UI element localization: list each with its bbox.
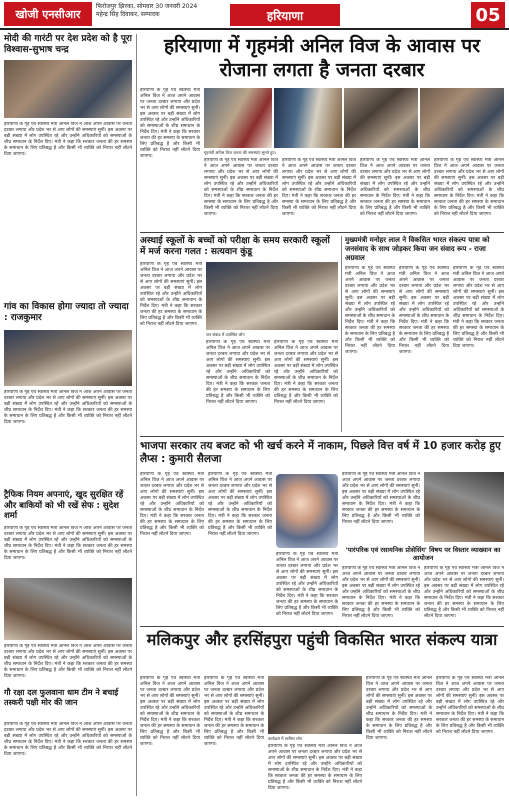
- school-article-col-2: हरियाणा के गृह एवं स्वास्थ्य मंत्री अनिल विज ने आज अपने आवास पर जनता दरबार लगाया और प्रदेश भर से आए लोगों की समस्याएं सुनीं। इस अवसर पर बड़ी संख्या में लोग उपस्थित रहे और उन्होंने अधिकारियों को समस्याओं के शीघ्र समाधान के निर्देश दिए। मंत्री ने कहा कि सरकार जनता की हर समस्या के समाधान के लिए प्रतिबद्ध है और किसी भी व्यक्ति को निराश नहीं लौटने दिया जाएगा।: [206, 340, 270, 405]
- bjp-headline: भाजपा सरकार तय बजट को भी खर्च करने में नाकाम, पिछले वित्त वर्ष में 10 हजार करोड़ हुए लैप्स : कुमारी सैलजा: [140, 440, 501, 465]
- column-divider: [136, 34, 137, 796]
- photo-janata-darbar-4: [420, 88, 504, 148]
- left-article-2: हरियाणा के गृह एवं स्वास्थ्य मंत्री अनिल विज ने आज अपने आवास पर जनता दरबार लगाया और प्रदेश भर से आए लोगों की समस्याएं सुनीं। इस अवसर पर बड़ी संख्या में लोग उपस्थित रहे और उन्होंने अधिकारियों को समस्याओं के शीघ्र समाधान के निर्देश दिए। मंत्री ने कहा कि सरकार जनता की हर समस्या के समाधान के लिए प्रतिबद्ध है और किसी भी व्यक्ति को निराश नहीं लौटने दिया जाएगा।: [4, 390, 132, 425]
- left-headline-2: गांव का विकास होगा ज्यादा तो ज्यादा : राजकुमार: [4, 302, 129, 323]
- left-headline-4: गौ रक्षा दल फुलवाना धाम टीम ने बचाई तस्करी पक्षी मोर की जान: [4, 688, 119, 707]
- vij-article-col-2: हरियाणा के गृह एवं स्वास्थ्य मंत्री अनिल विज ने आज अपने आवास पर जनता दरबार लगाया और प्रदेश भर से आए लोगों की समस्याएं सुनीं। इस अवसर पर बड़ी संख्या में लोग उपस्थित रहे और उन्होंने अधिकारियों को समस्याओं के शीघ्र समाधान के निर्देश दिए। मंत्री ने कहा कि सरकार जनता की हर समस्या के समाधान के लिए प्रतिबद्ध है और किसी भी व्यक्ति को निराश नहीं लौटने दिया जाएगा।: [204, 158, 278, 217]
- photo-janata-darbar-2: [274, 88, 342, 148]
- bjp-article-col-4: हरियाणा के गृह एवं स्वास्थ्य मंत्री अनिल विज ने आज अपने आवास पर जनता दरबार लगाया और प्रदेश भर से आए लोगों की समस्याएं सुनीं। इस अवसर पर बड़ी संख्या में लोग उपस्थित रहे और उन्होंने अधिकारियों को समस्याओं के शीघ्र समाधान के निर्देश दिए। मंत्री ने कहा कि सरकार जनता की हर समस्या के समाधान के लिए प्रतिबद्ध है और किसी भी व्यक्ति को निराश नहीं लौटने दिया जाएगा।: [342, 472, 420, 525]
- bottom-article-col-1: हरियाणा के गृह एवं स्वास्थ्य मंत्री अनिल विज ने आज अपने आवास पर जनता दरबार लगाया और प्रदेश भर से आए लोगों की समस्याएं सुनीं। इस अवसर पर बड़ी संख्या में लोग उपस्थित रहे और उन्होंने अधिकारियों को समस्याओं के शीघ्र समाधान के निर्देश दिए। मंत्री ने कहा कि सरकार जनता की हर समस्या के समाधान के लिए प्रतिबद्ध है और किसी भी व्यक्ति को निराश नहीं लौटने दिया जाएगा।: [140, 676, 200, 747]
- left-article-3: हरियाणा के गृह एवं स्वास्थ्य मंत्री अनिल विज ने आज अपने आवास पर जनता दरबार लगाया और प्रदेश भर से आए लोगों की समस्याएं सुनीं। इस अवसर पर बड़ी संख्या में लोग उपस्थित रहे और उन्होंने अधिकारियों को समस्याओं के शीघ्र समाधान के निर्देश दिए। मंत्री ने कहा कि सरकार जनता की हर समस्या के समाधान के लिए प्रतिबद्ध है और किसी भी व्यक्ति को निराश नहीं लौटने दिया जाएगा।: [4, 526, 132, 561]
- bjp-article-col-1: हरियाणा के गृह एवं स्वास्थ्य मंत्री अनिल विज ने आज अपने आवास पर जनता दरबार लगाया और प्रदेश भर से आए लोगों की समस्याएं सुनीं। इस अवसर पर बड़ी संख्या में लोग उपस्थित रहे और उन्होंने अधिकारियों को समस्याओं के शीघ्र समाधान के निर्देश दिए। मंत्री ने कहा कि सरकार जनता की हर समस्या के समाधान के लिए प्रतिबद्ध है और किसी भी व्यक्ति को निराश नहीं लौटने दिया जाएगा।: [140, 472, 204, 537]
- photo-sankalp-yatra: [268, 676, 362, 734]
- bottom-article-col-3: हरियाणा के गृह एवं स्वास्थ्य मंत्री अनिल विज ने आज अपने आवास पर जनता दरबार लगाया और प्रदेश भर से आए लोगों की समस्याएं सुनीं। इस अवसर पर बड़ी संख्या में लोग उपस्थित रहे और उन्होंने अधिकारियों को समस्याओं के शीघ्र समाधान के निर्देश दिए। मंत्री ने कहा कि सरकार जनता की हर समस्या के समाधान के लिए प्रतिबद्ध है और किसी भी व्यक्ति को निराश नहीं लौटने दिया जाएगा।: [268, 744, 362, 791]
- bottom-article-col-4: हरियाणा के गृह एवं स्वास्थ्य मंत्री अनिल विज ने आज अपने आवास पर जनता दरबार लगाया और प्रदेश भर से आए लोगों की समस्याएं सुनीं। इस अवसर पर बड़ी संख्या में लोग उपस्थित रहे और उन्होंने अधिकारियों को समस्याओं के शीघ्र समाधान के निर्देश दिए। मंत्री ने कहा कि सरकार जनता की हर समस्या के समाधान के लिए प्रतिबद्ध है और किसी भी व्यक्ति को निराश नहीं लौटने दिया जाएगा।: [366, 676, 432, 741]
- pest-headline: 'पारंपरिक एवं रसायनिक प्रोसेसिंग' विषय पर विस्तार व्याख्यान का आयोजन: [345, 546, 501, 562]
- vij-article-col-3: हरियाणा के गृह एवं स्वास्थ्य मंत्री अनिल विज ने आज अपने आवास पर जनता दरबार लगाया और प्रदेश भर से आए लोगों की समस्याएं सुनीं। इस अवसर पर बड़ी संख्या में लोग उपस्थित रहे और उन्होंने अधिकारियों को समस्याओं के शीघ्र समाधान के निर्देश दिए। मंत्री ने कहा कि सरकार जनता की हर समस्या के समाधान के लिए प्रतिबद्ध है और किसी भी व्यक्ति को निराश नहीं लौटने दिया जाएगा।: [282, 158, 356, 217]
- photo-caption-3: कार्यक्रम में शामिल लोग: [268, 736, 302, 741]
- photo-school: [206, 262, 338, 330]
- vij-article-col-1: हरियाणा के गृह एवं स्वास्थ्य मंत्री अनिल विज ने आज अपने आवास पर जनता दरबार लगाया और प्रदेश भर से आए लोगों की समस्याएं सुनीं। इस अवसर पर बड़ी संख्या में लोग उपस्थित रहे और उन्होंने अधिकारियों को समस्याओं के शीघ्र समाधान के निर्देश दिए। मंत्री ने कहा कि सरकार जनता की हर समस्या के समाधान के लिए प्रतिबद्ध है और किसी भी व्यक्ति को निराश नहीं लौटने दिया जाएगा।: [140, 88, 200, 159]
- photo-janata-darbar-3: [344, 88, 418, 148]
- left-headline-1: मोदी की गारंटी पर देश प्रदेश को है पूरा विश्वास-सुभाष चन्द्र: [4, 34, 132, 55]
- edition-editor: महेन्द्र सिंह दिवाकर, सम्पादक: [96, 11, 160, 18]
- photo-caption-1: गृहमंत्री अनिल विज जनता की समस्याएं सुनते हुए।: [204, 150, 277, 155]
- bottom-article-col-5: हरियाणा के गृह एवं स्वास्थ्य मंत्री अनिल विज ने आज अपने आवास पर जनता दरबार लगाया और प्रदेश भर से आए लोगों की समस्याएं सुनीं। इस अवसर पर बड़ी संख्या में लोग उपस्थित रहे और उन्होंने अधिकारियों को समस्याओं के शीघ्र समाधान के निर्देश दिए। मंत्री ने कहा कि सरकार जनता की हर समस्या के समाधान के लिए प्रतिबद्ध है और किसी भी व्यक्ति को निराश नहीं लौटने दिया जाएगा।: [436, 676, 504, 735]
- cm-article-col-2: हरियाणा के गृह एवं स्वास्थ्य मंत्री अनिल विज ने आज अपने आवास पर जनता दरबार लगाया और प्रदेश भर से आए लोगों की समस्याएं सुनीं। इस अवसर पर बड़ी संख्या में लोग उपस्थित रहे और उन्होंने अधिकारियों को समस्याओं के शीघ्र समाधान के निर्देश दिए। मंत्री ने कहा कि सरकार जनता की हर समस्या के समाधान के लिए प्रतिबद्ध है और किसी भी व्यक्ति को निराश नहीं लौटने दिया जाएगा।: [399, 266, 449, 355]
- divider-3: [140, 626, 504, 627]
- bjp-article-col-3: हरियाणा के गृह एवं स्वास्थ्य मंत्री अनिल विज ने आज अपने आवास पर जनता दरबार लगाया और प्रदेश भर से आए लोगों की समस्याएं सुनीं। इस अवसर पर बड़ी संख्या में लोग उपस्थित रहे और उन्होंने अधिकारियों को समस्याओं के शीघ्र समाधान के निर्देश दिए। मंत्री ने कहा कि सरकार जनता की हर समस्या के समाधान के लिए प्रतिबद्ध है और किसी भी व्यक्ति को निराश नहीं लौटने दिया जाएगा।: [276, 552, 338, 617]
- photo-village: [4, 330, 132, 386]
- vij-article-col-4: हरियाणा के गृह एवं स्वास्थ्य मंत्री अनिल विज ने आज अपने आवास पर जनता दरबार लगाया और प्रदेश भर से आए लोगों की समस्याएं सुनीं। इस अवसर पर बड़ी संख्या में लोग उपस्थित रहे और उन्होंने अधिकारियों को समस्याओं के शीघ्र समाधान के निर्देश दिए। मंत्री ने कहा कि सरकार जनता की हर समस्या के समाधान के लिए प्रतिबद्ध है और किसी भी व्यक्ति को निराश नहीं लौटने दिया जाएगा।: [360, 158, 430, 217]
- cm-headline: मुख्यमंत्री मनोहर लाल ने विकसित भारत संकल्प यात्रा को जनसंवाद के साथ जोड़कर किया जन संवाद रूप - राजा अग्रवाल: [345, 236, 490, 262]
- photo-kumari-selja: [276, 474, 338, 548]
- column-divider-2: [341, 236, 342, 432]
- bottom-headline: मलिकपुर और हरसिंहपुरा पहुंची विकसित भारत संकल्प यात्रा: [146, 630, 498, 649]
- photo-traffic: [4, 578, 132, 640]
- left-headline-3: ट्रैफिक नियम अपनाएं, खुद सुरक्षित रहें और बाकियों को भी रखें सेफ : सुदेश शर्मा: [4, 490, 124, 521]
- photo-janata-darbar-1: [204, 88, 272, 148]
- page-number: 05: [471, 2, 505, 28]
- brand-logo: खोजी एनसीआर: [4, 2, 92, 26]
- pest-article-col-2: हरियाणा के गृह एवं स्वास्थ्य मंत्री अनिल विज ने आज अपने आवास पर जनता दरबार लगाया और प्रदेश भर से आए लोगों की समस्याएं सुनीं। इस अवसर पर बड़ी संख्या में लोग उपस्थित रहे और उन्होंने अधिकारियों को समस्याओं के शीघ्र समाधान के निर्देश दिए। मंत्री ने कहा कि सरकार जनता की हर समस्या के समाधान के लिए प्रतिबद्ध है और किसी भी व्यक्ति को निराश नहीं लौटने दिया जाएगा।: [424, 566, 504, 619]
- pest-article-col-1: हरियाणा के गृह एवं स्वास्थ्य मंत्री अनिल विज ने आज अपने आवास पर जनता दरबार लगाया और प्रदेश भर से आए लोगों की समस्याएं सुनीं। इस अवसर पर बड़ी संख्या में लोग उपस्थित रहे और उन्होंने अधिकारियों को समस्याओं के शीघ्र समाधान के निर्देश दिए। मंत्री ने कहा कि सरकार जनता की हर समस्या के समाधान के लिए प्रतिबद्ध है और किसी भी व्यक्ति को निराश नहीं लौटने दिया जाएगा।: [342, 566, 420, 619]
- school-article-col-1: हरियाणा के गृह एवं स्वास्थ्य मंत्री अनिल विज ने आज अपने आवास पर जनता दरबार लगाया और प्रदेश भर से आए लोगों की समस्याएं सुनीं। इस अवसर पर बड़ी संख्या में लोग उपस्थित रहे और उन्होंने अधिकारियों को समस्याओं के शीघ्र समाधान के निर्देश दिए। मंत्री ने कहा कि सरकार जनता की हर समस्या के समाधान के लिए प्रतिबद्ध है और किसी भी व्यक्ति को निराश नहीं लौटने दिया जाएगा।: [140, 262, 202, 327]
- main-headline: हरियाणा में गृहमंत्री अनिल विज के आवास पर रोजाना लगता है जनता दरबार: [164, 35, 480, 81]
- bottom-article-col-2: हरियाणा के गृह एवं स्वास्थ्य मंत्री अनिल विज ने आज अपने आवास पर जनता दरबार लगाया और प्रदेश भर से आए लोगों की समस्याएं सुनीं। इस अवसर पर बड़ी संख्या में लोग उपस्थित रहे और उन्होंने अधिकारियों को समस्याओं के शीघ्र समाधान के निर्देश दिए। मंत्री ने कहा कि सरकार जनता की हर समस्या के समाधान के लिए प्रतिबद्ध है और किसी भी व्यक्ति को निराश नहीं लौटने दिया जाएगा।: [204, 676, 264, 747]
- left-article-4: हरियाणा के गृह एवं स्वास्थ्य मंत्री अनिल विज ने आज अपने आवास पर जनता दरबार लगाया और प्रदेश भर से आए लोगों की समस्याएं सुनीं। इस अवसर पर बड़ी संख्या में लोग उपस्थित रहे और उन्होंने अधिकारियों को समस्याओं के शीघ्र समाधान के निर्देश दिए। मंत्री ने कहा कि सरकार जनता की हर समस्या के समाधान के लिए प्रतिबद्ध है और किसी भी व्यक्ति को निराश नहीं लौटने दिया जाएगा।: [4, 722, 132, 757]
- left-article-1: हरियाणा के गृह एवं स्वास्थ्य मंत्री अनिल विज ने आज अपने आवास पर जनता दरबार लगाया और प्रदेश भर से आए लोगों की समस्याएं सुनीं। इस अवसर पर बड़ी संख्या में लोग उपस्थित रहे और उन्होंने अधिकारियों को समस्याओं के शीघ्र समाधान के निर्देश दिए। मंत्री ने कहा कि सरकार जनता की हर समस्या के समाधान के लिए प्रतिबद्ध है और किसी भी व्यक्ति को निराश नहीं लौटने दिया जाएगा।: [4, 122, 132, 157]
- divider-2: [140, 436, 504, 437]
- bjp-article-col-2: हरियाणा के गृह एवं स्वास्थ्य मंत्री अनिल विज ने आज अपने आवास पर जनता दरबार लगाया और प्रदेश भर से आए लोगों की समस्याएं सुनीं। इस अवसर पर बड़ी संख्या में लोग उपस्थित रहे और उन्होंने अधिकारियों को समस्याओं के शीघ्र समाधान के निर्देश दिए। मंत्री ने कहा कि सरकार जनता की हर समस्या के समाधान के लिए प्रतिबद्ध है और किसी भी व्यक्ति को निराश नहीं लौटने दिया जाएगा।: [208, 472, 272, 537]
- section-title: हरियाणा: [230, 4, 340, 26]
- cm-article-col-3: हरियाणा के गृह एवं स्वास्थ्य मंत्री अनिल विज ने आज अपने आवास पर जनता दरबार लगाया और प्रदेश भर से आए लोगों की समस्याएं सुनीं। इस अवसर पर बड़ी संख्या में लोग उपस्थित रहे और उन्होंने अधिकारियों को समस्याओं के शीघ्र समाधान के निर्देश दिए। मंत्री ने कहा कि सरकार जनता की हर समस्या के समाधान के लिए प्रतिबद्ध है और किसी भी व्यक्ति को निराश नहीं लौटने दिया जाएगा।: [453, 266, 504, 349]
- school-article-col-3: हरियाणा के गृह एवं स्वास्थ्य मंत्री अनिल विज ने आज अपने आवास पर जनता दरबार लगाया और प्रदेश भर से आए लोगों की समस्याएं सुनीं। इस अवसर पर बड़ी संख्या में लोग उपस्थित रहे और उन्होंने अधिकारियों को समस्याओं के शीघ्र समाधान के निर्देश दिए। मंत्री ने कहा कि सरकार जनता की हर समस्या के समाधान के लिए प्रतिबद्ध है और किसी भी व्यक्ति को निराश नहीं लौटने दिया जाएगा।: [274, 340, 338, 405]
- divider-1: [140, 232, 504, 233]
- vij-article-col-5: हरियाणा के गृह एवं स्वास्थ्य मंत्री अनिल विज ने आज अपने आवास पर जनता दरबार लगाया और प्रदेश भर से आए लोगों की समस्याएं सुनीं। इस अवसर पर बड़ी संख्या में लोग उपस्थित रहे और उन्होंने अधिकारियों को समस्याओं के शीघ्र समाधान के निर्देश दिए। मंत्री ने कहा कि सरकार जनता की हर समस्या के समाधान के लिए प्रतिबद्ध है और किसी भी व्यक्ति को निराश नहीं लौटने दिया जाएगा।: [434, 158, 504, 217]
- photo-lecture: [424, 472, 504, 542]
- photo-modi-guarantee: [4, 60, 132, 118]
- photo-caption-2: जन संवाद में उपस्थित लोग: [206, 332, 245, 337]
- edition-info: [96, 3, 197, 19]
- left-article-3b: हरियाणा के गृह एवं स्वास्थ्य मंत्री अनिल विज ने आज अपने आवास पर जनता दरबार लगाया और प्रदेश भर से आए लोगों की समस्याएं सुनीं। इस अवसर पर बड़ी संख्या में लोग उपस्थित रहे और उन्होंने अधिकारियों को समस्याओं के शीघ्र समाधान के निर्देश दिए। मंत्री ने कहा कि सरकार जनता की हर समस्या के समाधान के लिए प्रतिबद्ध है और किसी भी व्यक्ति को निराश नहीं लौटने दिया जाएगा।: [4, 644, 132, 679]
- left-column: [4, 34, 132, 796]
- school-headline: अस्थाई स्कूलों के बच्चों को परीक्षा के समय सरकारी स्कूलों में मर्ज करना गलत : सत्यवान कुंडू: [140, 236, 330, 257]
- edition-date: फिरोजपुर झिरका, सोमवार 30 जनवरी 2024: [96, 3, 198, 10]
- masthead: [0, 0, 509, 30]
- cm-article-col-1: हरियाणा के गृह एवं स्वास्थ्य मंत्री अनिल विज ने आज अपने आवास पर जनता दरबार लगाया और प्रदेश भर से आए लोगों की समस्याएं सुनीं। इस अवसर पर बड़ी संख्या में लोग उपस्थित रहे और उन्होंने अधिकारियों को समस्याओं के शीघ्र समाधान के निर्देश दिए। मंत्री ने कहा कि सरकार जनता की हर समस्या के समाधान के लिए प्रतिबद्ध है और किसी भी व्यक्ति को निराश नहीं लौटने दिया जाएगा।: [345, 266, 395, 355]
